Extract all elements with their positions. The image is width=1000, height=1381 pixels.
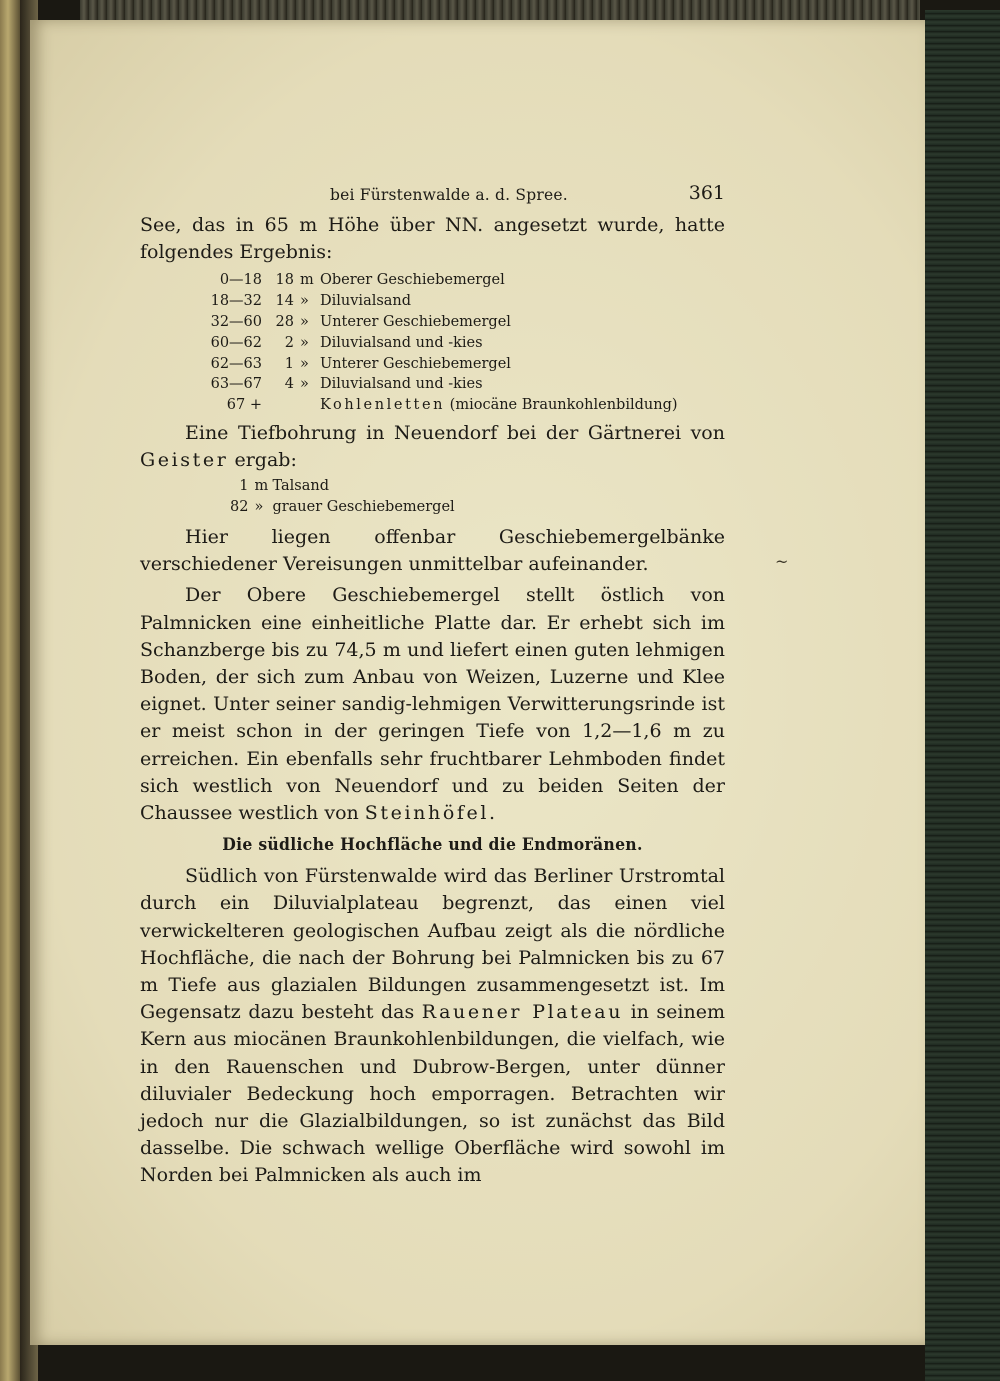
boring-log-neuendorf [230,476,455,518]
table-row: 18—32 14 » Diluvialsand [210,293,412,310]
table-row: 63—67 4 » Diluvialsand und -kies [210,376,483,393]
boring-log-palmnicken [210,270,678,416]
spaced-term: Kohlenletten [320,397,446,414]
suedlich-paragraph: Südlich von Fürstenwalde wird das Berliner Urstromtal durch ein Diluvialplateau begrenzt, das einen viel verwickelteren geologischen Aufbau zeigt als die nördliche Hochfläche, die nach der Bohrung bei Palmnicken bis zu 67 m Tiefe aus glazialen Bildungen zusammengesetzt ist. Im Gegensatz dazu besteht das Rauener Plateau in seinem Kern aus miocänen Braunkohlenbildungen, die vielfach, wie in den Rauenschen und Dubrow-Bergen, unter dünner diluvialer Bedeckung hoch emporragen. Betrachten wir jedoch nur die Glazialbildungen, so ist zunächst das Bild dasselbe. Die schwach wellige Oberfläche wird sowohl im Norden bei Palmnicken als auch im [140,865,725,1187]
book-top-edge [80,0,920,22]
page-text [140,178,725,1190]
page-number: 361 [688,182,725,204]
hier-paragraph: Hier liegen offenbar Geschiebemergelbänke verschiedener Vereisungen unmittelbar aufeinander. [140,525,725,576]
pencil-margin-mark: ~ [775,552,789,571]
table-row: 0—18 18 m Oberer Geschiebemergel [219,272,505,289]
table-row: 62—63 1 » Unterer Geschiebemergel [210,355,511,372]
boring2-paragraph: Eine Tiefbohrung in Neuendorf bei der Gärtnerei von Geister ergab: [140,421,725,472]
table-row: 60—62 2 » Diluvialsand und -kies [210,334,483,351]
book-cover-edge [925,10,1000,1381]
section-heading: Die südliche Hochfläche und die Endmoränen. [222,835,643,856]
intro-paragraph: See, das in 65 m Höhe über NN. angesetzt wurde, hatte folgendes Ergebnis: [140,214,725,264]
spaced-name: Geister [140,449,229,472]
running-head: bei Fürstenwalde a. d. Spree. [330,186,568,204]
page-header [140,178,725,212]
spaced-name: Rauener Plateau [421,1001,624,1024]
table-row: 82 » grauer Geschiebemergel [230,499,455,516]
table-row: 1 m Talsand [239,478,329,495]
obere-paragraph: Der Obere Geschiebemergel stellt östlich von Palmnicken eine einheitliche Platte dar. Er erhebt sich im Schanzberge bis zu 74,5 m und liefert einen guten lehmigen Boden, der sich zum Anbau von Weizen, Luzerne und Klee eignet. Unter seiner sandig-lehmigen Verwitterungsrinde ist er meist schon in der geringen Tiefe von 1,2—1,6 m zu erreichen. Ein ebenfalls sehr fruchtbarer Lehmboden findet sich westlich von Neuendorf und zu beiden Seiten der Chaussee westlich von Steinhöfel. [140,584,725,825]
table-row: 32—60 28 » Unterer Geschiebemergel [210,314,511,330]
table-row: 67 + Kohlenletten (miocäne Braunkohlenbildung) [226,397,678,414]
book-spine [0,0,20,1381]
spaced-name: Steinhöfel. [364,802,498,825]
